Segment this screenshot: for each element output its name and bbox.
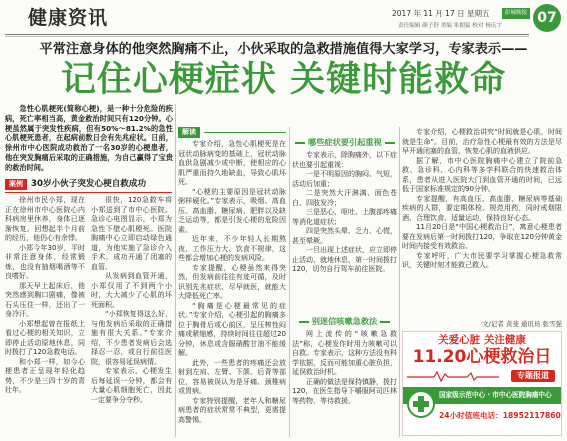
case-paragraph: 专家表示，心梗发生后每延误一分钟，都会有大量心肌细胞死亡，因此一定要争分夺秒。	[91, 367, 172, 404]
analysis-paragraph: “胸痛是心梗最常见的症状。”专家介绍，心梗引起的胸痛多位于胸骨后或心前区，呈压榨性闷痛或紧缩感，持续时间往往超过20分钟，休息或含服硝酸甘油不能缓解。	[178, 301, 286, 357]
analysis-paragraph: 专家介绍，急性心肌梗死是在冠状动脉病变的基础上，冠状动脉血供急剧减少或中断，使相应的心肌严重而持久地缺血，导致心肌坏死。	[178, 140, 286, 186]
right-paragraph: 专家介绍，心梗救治讲究“时间就是心肌，时间就是生命”。目前，治疗急性心梗最有效的方法是尽早开通闭塞的血管，恢复心肌的血液供应。	[402, 128, 562, 155]
heart-day-ad	[402, 331, 562, 436]
staff-credits: 责任编辑 颜子舒 美编 朱拥猛 校对 杨庆宇	[398, 23, 502, 29]
case-paragraph: “小郑恢复得这么好，与他发病后采取的正确措施有很大关系。”专家介绍，不少患者发病后会选择忍一忍，或自行前往医院，很容易延误病情。	[91, 310, 172, 366]
symptoms-column	[292, 151, 397, 312]
page-number: 07	[533, 4, 561, 32]
case-paragraph: 徐州市民小郑，现在正在徐州市中心医院心内科病房里休养，身体已逐渐恢复。回想起半个月前的经历，他仍心有余悸。	[5, 196, 85, 242]
right-column	[402, 128, 562, 318]
right-paragraph: 据了解，市中心医院胸痛中心建立了院前急救、急诊科、心内科等多学科联合的快速救治体系，患者从进入医院大门到血管开通的时间，已远低于国家标准规定的90分钟。	[402, 156, 562, 193]
analysis-paragraph: 专家特别提醒，老年人和糖尿病患者的症状常常不典型，更需提高警惕。	[178, 396, 286, 424]
analysis-paragraph: 专家提醒，心梗虽然来得突然，但发病前往往有迹可循，及时识别先兆症状、尽早就医，就能大大降低死亡率。	[178, 263, 286, 300]
analysis-column	[178, 140, 286, 437]
issue-date: 2017 年 11 月 17 日 星期五	[392, 9, 490, 18]
ad-subtitle: 专题报道	[511, 370, 555, 382]
case-paragraph: 那天早上起床后，他突然感到胸口剧痛，像被石头压住一样，还出了一身冷汗。	[5, 281, 85, 318]
analysis-paragraph: 近年来，不少年轻人长期熬夜、工作压力大、饮食不规律，这些都会增加心梗的发病风险。	[178, 235, 286, 262]
section-title: 健康资讯	[28, 7, 109, 29]
header-rule	[5, 36, 529, 37]
case-column-a	[5, 196, 85, 436]
article-intro: 急性心肌梗死(简称心梗)，是一种十分危险的疾病，死亡率相当高，黄金救治时间只有120分钟。心梗虽然属于突发性疾病，但有50%～81.2%的急性心肌梗死患者，在起病前数日会有先兆症状。日前，徐州市中心医院成功救治了一名30岁的心梗患者，他在突发胸痛后采取的正确措施，为自己赢得了宝贵的救治时间。	[5, 104, 173, 172]
byline: 文/记者 黄斐 通讯员 张雪强	[482, 320, 562, 328]
symptoms-paragraph: 专家表示，除胸痛外，以下症状也要引起重视：	[292, 151, 397, 169]
myth-paragraph: 网上流传的“咳嗽急救法”称，心梗发作时用力咳嗽可以自救。专家表示，这种方法没有科学依据，反而可能加重心脏负担，延误救治时机。	[292, 330, 397, 376]
column-rule	[289, 127, 290, 437]
case-paragraph: 很快，120急救车将小郑送到了市中心医院。急诊心电图显示，小郑为急性下壁心肌梗死。医院胸痛中心立即启动绿色通道，为他实施了急诊介入手术，成功开通了闭塞的血管。	[91, 196, 172, 271]
symptoms-paragraph: 三是恶心、呕吐、上腹部疼痛等消化道症状；	[292, 208, 397, 226]
myth-paragraph: 正确的做法是保持镇静，拨打120，在医生指导下嚼服阿司匹林等药物，等待救援。	[292, 377, 397, 405]
analysis-paragraph: “心梗的主要原因是冠状动脉粥样硬化。”专家表示，吸烟、高血压、高血脂、糖尿病、肥胖以及缺乏运动等，都是引发心梗的危险因素。	[178, 187, 286, 234]
ad-hotline: 24小时值班电话：18952117860	[439, 411, 561, 420]
column-rule	[175, 104, 176, 437]
column-rule	[399, 127, 400, 437]
ad-title: 11.20心梗救治日	[412, 347, 552, 367]
case-paragraph: 和小郑一样，如今心梗患者正呈现年轻化趋势，不少是三四十岁的青壮年。	[5, 357, 85, 394]
ad-organization: 国家级示范中心 · 市中心医院胸痛中心	[403, 387, 561, 404]
right-paragraph: 专家提醒，有高血压、高血脂、糖尿病等基础疾病的人群，要定期体检、规范用药，同时戒烟限酒、合理饮食、适量运动，保持良好心态。	[402, 194, 562, 222]
symptoms-heading	[292, 137, 397, 148]
heading-bar	[299, 321, 309, 323]
case-paragraph: 从发病到血管开通，小郑仅用了不到两个小时，大大减少了心肌的坏死面积。	[91, 272, 172, 309]
hospital-logo-icon	[407, 390, 435, 418]
headline-title: 记住心梗症状 关键时能救命	[60, 60, 507, 100]
heading-bar	[380, 321, 390, 323]
cross-icon	[409, 392, 433, 416]
myth-heading-text: 别迷信咳嗽急救法	[311, 316, 378, 326]
analysis-rule	[204, 132, 286, 133]
case-tag: 案例	[5, 179, 27, 190]
myth-heading	[292, 316, 397, 327]
symptoms-heading-text: 哪些症状要引起重视	[308, 137, 382, 147]
headline-kicker: 平常注意身体的他突然胸痛不止，小伙采取的急救措施值得大家学习，专家表示——	[39, 42, 528, 57]
case-rule	[5, 192, 172, 193]
paper-tag: 彭城晚报	[502, 8, 530, 19]
ad-slogan: 关爱心脏 关注健康	[438, 334, 526, 346]
heading-bar	[295, 142, 305, 144]
case-paragraph: 小郑今年30岁，平时非常注意身体，经常锻炼，也没有抽烟喝酒等不良嗜好。	[5, 243, 85, 280]
heading-bar	[385, 142, 395, 144]
header-rule	[5, 34, 529, 35]
ecg-line-icon	[407, 370, 499, 382]
symptoms-paragraph: 一是不明原因的胸闷、气短，活动后加重；	[292, 170, 397, 188]
symptoms-paragraph: 二是突然大汗淋漓、面色苍白、四肢发冷；	[292, 189, 397, 207]
symptoms-paragraph: 一旦出现上述症状，应立即停止活动、就地休息，第一时间拨打120，切勿自行驾车前往医院。	[292, 246, 397, 273]
right-paragraph: 专家呼吁，广大市民要学习掌握心梗急救常识，关键时刻才能救己救人。	[402, 251, 562, 269]
symptoms-paragraph: 四是突然头晕、乏力、心慌，甚至晕厥。	[292, 227, 397, 245]
case-column-b	[91, 196, 172, 436]
case-heading: 30岁小伙子突发心梗自救成功	[31, 179, 147, 189]
analysis-tag: 解读	[178, 127, 200, 138]
right-paragraph: 11月20日是“中国心梗救治日”，寓意心梗患者要在发病后第一时间拨打120，争取在120分钟黄金时间内接受有效救治。	[402, 223, 562, 250]
case-paragraph: 小郑想起曾在报纸上看过心梗的相关知识，立即停止活动原地休息，同时拨打了120急救电话。	[5, 319, 85, 356]
analysis-paragraph: 此外，一些患者的疼痛还会放射到左肩、左臂、下颌、后背等部位，容易被误认为是牙痛、颈椎病或胃病。	[178, 358, 286, 395]
myth-column	[292, 330, 397, 437]
